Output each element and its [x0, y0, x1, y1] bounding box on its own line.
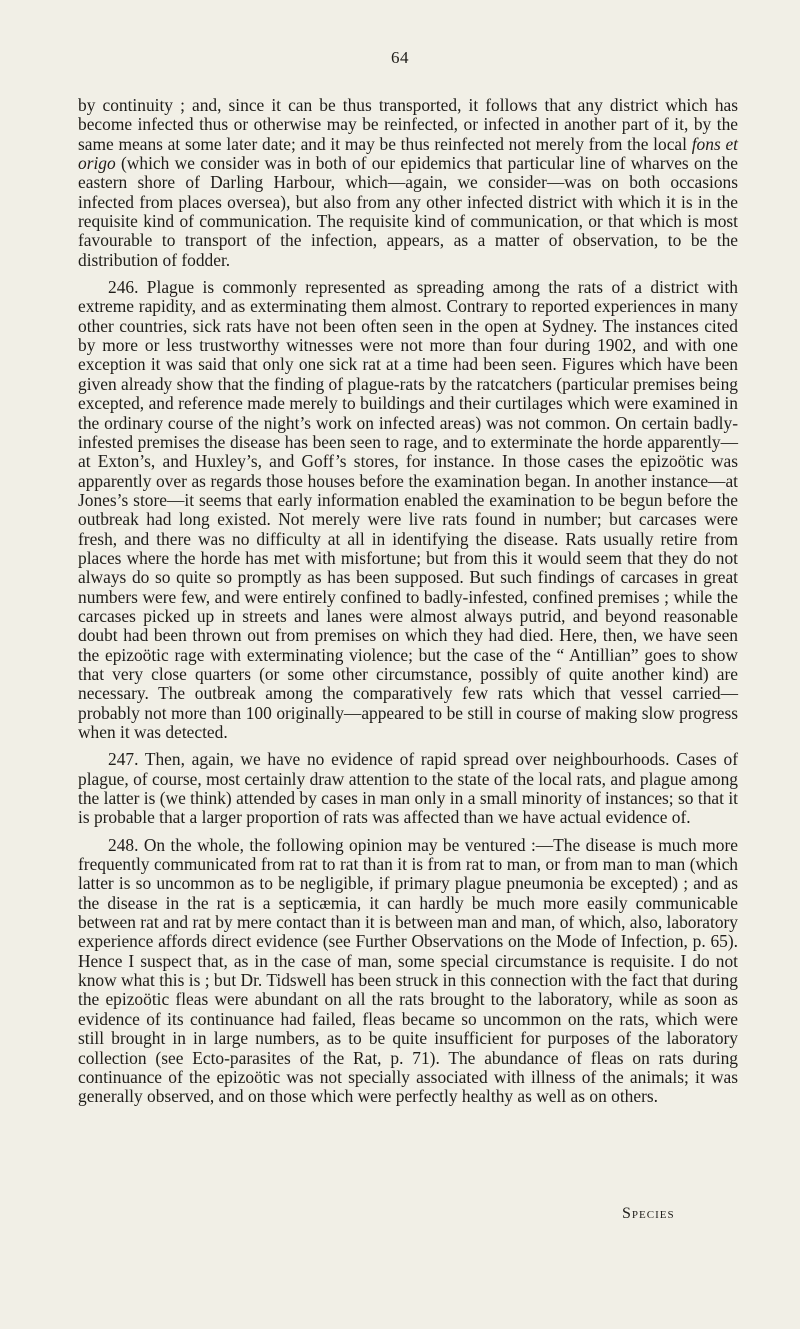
paragraph-text: (which we consider was in both of our epidemics that particular line of wharves on the eastern shore of Darling Harbour, which—again, we consider—was on both occasions infected from places oversea), but also from any other infected district with which it is in the requisite kind of communication. The requisite kind of communication, or that which is most favourable to transport of the infection, appears, as a matter of observation, to be the distribution of fodder. — [78, 153, 738, 270]
paragraph-continuation — [78, 96, 738, 270]
italic-phrase: fons et origo — [78, 133, 739, 174]
body-text — [78, 96, 738, 1107]
page-number: 64 — [391, 48, 409, 67]
paragraph-246: 246. Plague is commonly represented as spreading among the rats of a district with extreme rapidity, and as exterminating them almost. Contrary to reported experiences in many other countries, sick rats have not been often seen in the open at Sydney. The instances cited by more or less trustworthy witnesses were not more than four during 1902, and with one exception it was said that only one sick rat at a time had been seen. Figures which have been given already show that the finding of plague-rats by the ratcatchers (particular premises being excepted, and reference made merely to buildings and their curtilages which were examined in the ordinary course of the night’s work on infected areas) was not common. On certain badly-infested premises the disease has been seen to rage, and to exterminate the horde apparently—at Exton’s, and Huxley’s, and Goff’s stores, for instance. In those cases the epizoötic was apparently over as regards those houses before the examination began. In another instance—at Jones’s store—it seems that early information enabled the examination to be begun before the outbreak had long existed. Not merely were live rats found in number; but carcases were fresh, and there was no difficulty at all in identifying the disease. Rats usually retire from places where the horde has met with misfortune; but from this it would seem that they do not always do so quite so promptly as has been supposed. But such findings of carcases in great numbers were few, and were entirely confined to badly-infested, confined premises ; while the carcases picked up in streets and lanes were almost always putrid, and beyond reasonable doubt had been thrown out from premises on which they had died. Here, then, we have seen the epizoötic rage with exterminating violence; but the case of the “ Antillian” goes to show that very close quarters (or some other circumstance, possibly of quite another kind) are necessary. The outbreak among the comparatively few rats which that vessel carried—probably not more than 100 originally—appeared to be still in course of making slow progress when it was detected. — [78, 277, 738, 742]
paragraph-text: by continuity ; and, since it can be thus transported, it follows that any district which has become infected thus or otherwise may be reinfected, or infected in another part of it, by the same means at some later date; and it may be thus reinfected not merely from the local — [78, 95, 738, 154]
paragraph-248: 248. On the whole, the following opinion may be ventured :—The disease is much more frequently communicated from rat to rat than it is from rat to man, or from man to man (which latter is so uncommon as to be negligible, if primary plague pneumonia be excepted) ; and as the disease in the rat is a septicæmia, it can hardly be much more easily communicable between rat and rat by mere contact than it is between man and man, of which, also, laboratory experience affords direct evidence (see Further Observations on the Mode of Infection, p. 65). Hence I suspect that, as in the case of man, some special circumstance is requisite. I do not know what this is ; but Dr. Tidswell has been struck in this connection with the fact that during the epizoötic fleas were abundant on all the rats brought to the laboratory, while as soon as evidence of its continuance had failed, fleas became so uncommon on the rats, which were still brought in in large numbers, as to be quite insufficient for purposes of the laboratory collection (see Ecto-parasites of the Rat, p. 71). The abundance of fleas on rats during continuance of the epizoötic was not specially associated with illness of the animals; it was generally observed, and on those which were perfectly healthy as well as on others. — [78, 834, 738, 1107]
paragraph-247: 247. Then, again, we have no evidence of rapid spread over neighbourhoods. Cases of plague, of course, most certainly draw attention to the state of the local rats, and plague among the latter is (we think) attended by cases in man only in a small minority of instances; so that it is probable that a larger proportion of rats was affected than we have actual evidence of. — [78, 749, 738, 828]
catchword: Species — [622, 1205, 675, 1222]
